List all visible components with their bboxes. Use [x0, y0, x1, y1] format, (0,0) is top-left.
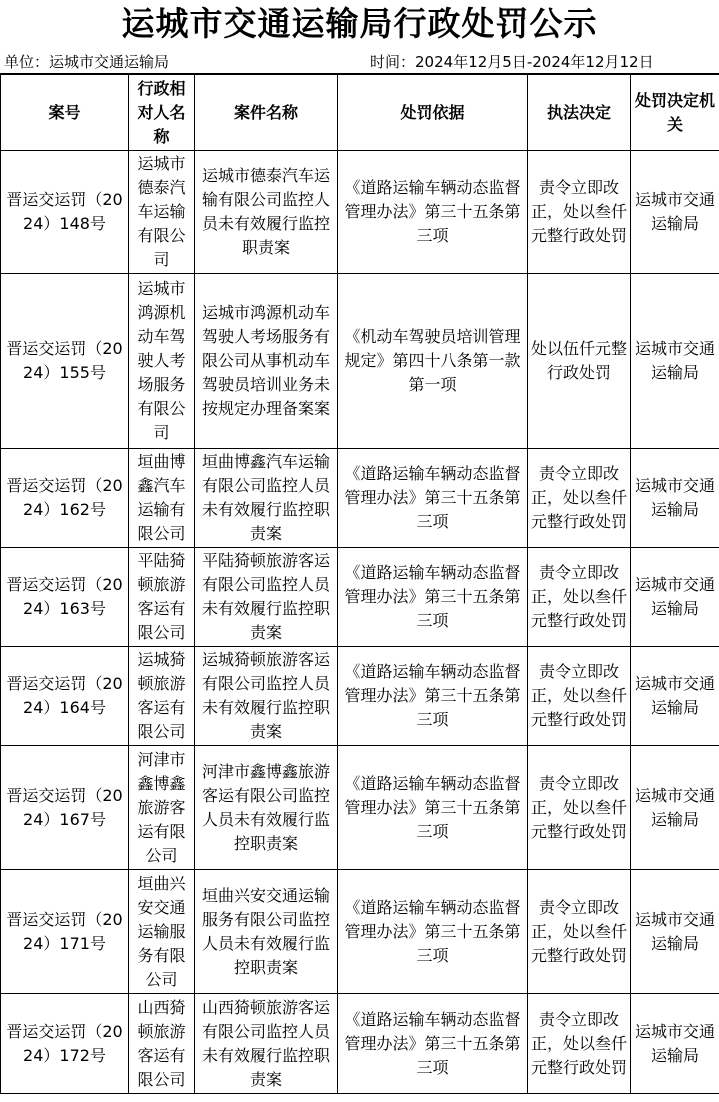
table-row	[1, 449, 719, 548]
cell-basis: 《道路运输车辆动态监督管理办法》第三十五条第三项	[338, 994, 528, 1094]
table-row	[1, 746, 719, 870]
cell-case-no: 晋运交运罚（2024）171号	[1, 870, 129, 994]
cell-case-name: 运城猗顿旅游客运有限公司监控人员未有效履行监控职责案	[195, 647, 338, 746]
cell-decision: 处以伍仟元整行政处罚	[528, 274, 631, 449]
cell-party: 平陆猗顿旅游客运有限公司	[129, 548, 195, 647]
cell-case-name: 河津市鑫博鑫旅游客运有限公司监控人员未有效履行监控职责案	[195, 746, 338, 870]
cell-party: 运城市鸿源机动车驾驶人考场服务有限公司	[129, 274, 195, 449]
table-row	[1, 870, 719, 994]
cell-decision: 责令立即改正，处以叁仟元整行政处罚	[528, 870, 631, 994]
cell-authority: 运城市交通运输局	[631, 274, 719, 449]
cell-case-name: 山西猗顿旅游客运有限公司监控人员未有效履行监控职责案	[195, 994, 338, 1094]
cell-case-name: 运城市德泰汽车运输有限公司监控人员未有效履行监控职责案	[195, 151, 338, 274]
cell-decision: 责令立即改正，处以叁仟元整行政处罚	[528, 994, 631, 1094]
cell-basis: 《道路运输车辆动态监督管理办法》第三十五条第三项	[338, 647, 528, 746]
cell-basis: 《道路运输车辆动态监督管理办法》第三十五条第三项	[338, 449, 528, 548]
cell-basis: 《道路运输车辆动态监督管理办法》第三十五条第三项	[338, 151, 528, 274]
cell-basis: 《道路运输车辆动态监督管理办法》第三十五条第三项	[338, 746, 528, 870]
header-basis: 处罚依据	[338, 75, 528, 151]
table-row	[1, 274, 719, 449]
header-decision: 执法决定	[528, 75, 631, 151]
cell-decision: 责令立即改正，处以叁仟元整行政处罚	[528, 746, 631, 870]
cell-party: 垣曲兴安交通运输服务有限公司	[129, 870, 195, 994]
table-row	[1, 994, 719, 1094]
header-case-name: 案件名称	[195, 75, 338, 151]
table-row	[1, 647, 719, 746]
penalty-table	[0, 74, 719, 1094]
cell-case-no: 晋运交运罚（2024）167号	[1, 746, 129, 870]
table-row	[1, 151, 719, 274]
cell-party: 垣曲博鑫汽车运输有限公司	[129, 449, 195, 548]
header-party: 行政相对人名称	[129, 75, 195, 151]
cell-decision: 责令立即改正，处以叁仟元整行政处罚	[528, 151, 631, 274]
cell-case-name: 运城市鸿源机动车驾驶人考场服务有限公司从事机动车驾驶员培训业务未按规定办理备案案	[195, 274, 338, 449]
cell-party: 运城猗顿旅游客运有限公司	[129, 647, 195, 746]
table-header-row	[1, 75, 719, 151]
cell-authority: 运城市交通运输局	[631, 647, 719, 746]
cell-party: 运城市德泰汽车运输有限公司	[129, 151, 195, 274]
time-info	[370, 50, 654, 74]
cell-basis: 《道路运输车辆动态监督管理办法》第三十五条第三项	[338, 548, 528, 647]
unit-info	[4, 50, 169, 74]
cell-case-no: 晋运交运罚（2024）162号	[1, 449, 129, 548]
header-case-no: 案号	[1, 75, 129, 151]
cell-case-no: 晋运交运罚（2024）155号	[1, 274, 129, 449]
unit-label: 单位：	[4, 53, 50, 71]
cell-authority: 运城市交通运输局	[631, 994, 719, 1094]
cell-decision: 责令立即改正，处以叁仟元整行政处罚	[528, 449, 631, 548]
cell-authority: 运城市交通运输局	[631, 151, 719, 274]
cell-basis: 《机动车驾驶员培训管理规定》第四十八条第一款第一项	[338, 274, 528, 449]
cell-authority: 运城市交通运输局	[631, 548, 719, 647]
cell-case-name: 垣曲博鑫汽车运输有限公司监控人员未有效履行监控职责案	[195, 449, 338, 548]
table-row	[1, 548, 719, 647]
cell-decision: 责令立即改正，处以叁仟元整行政处罚	[528, 548, 631, 647]
cell-case-no: 晋运交运罚（2024）163号	[1, 548, 129, 647]
meta-bar	[0, 50, 719, 74]
cell-case-no: 晋运交运罚（2024）164号	[1, 647, 129, 746]
cell-party: 河津市鑫博鑫旅游客运有限公司	[129, 746, 195, 870]
cell-decision: 责令立即改正，处以叁仟元整行政处罚	[528, 647, 631, 746]
page-title: 运城市交通运输局行政处罚公示	[121, 4, 598, 43]
unit-value: 运城市交通运输局	[49, 53, 170, 71]
cell-basis: 《道路运输车辆动态监督管理办法》第三十五条第三项	[338, 870, 528, 994]
time-value: 2024年12月5日-2024年12月12日	[415, 53, 654, 71]
cell-authority: 运城市交通运输局	[631, 746, 719, 870]
header-authority: 处罚决定机关	[631, 75, 719, 151]
time-label: 时间：	[370, 53, 416, 71]
cell-authority: 运城市交通运输局	[631, 449, 719, 548]
cell-case-no: 晋运交运罚（2024）148号	[1, 151, 129, 274]
cell-case-name: 垣曲兴安交通运输服务有限公司监控人员未有效履行监控职责案	[195, 870, 338, 994]
cell-authority: 运城市交通运输局	[631, 870, 719, 994]
cell-case-name: 平陆猗顿旅游客运有限公司监控人员未有效履行监控职责案	[195, 548, 338, 647]
cell-party: 山西猗顿旅游客运有限公司	[129, 994, 195, 1094]
cell-case-no: 晋运交运罚（2024）172号	[1, 994, 129, 1094]
